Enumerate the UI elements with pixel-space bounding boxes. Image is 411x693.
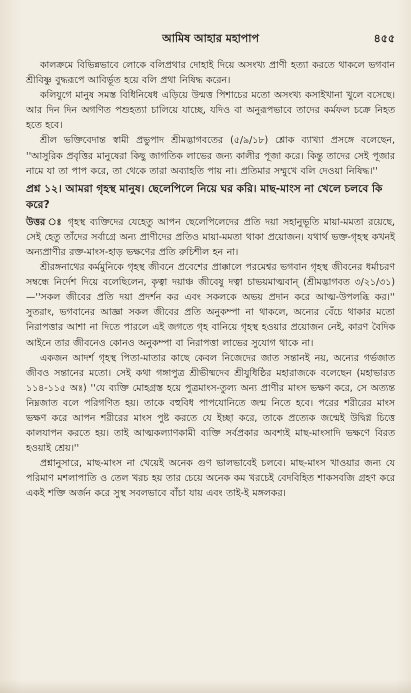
running-title: আমিষ আহার মহাপাপ <box>162 32 259 45</box>
page-header <box>26 30 395 48</box>
question-heading: প্রশ্ন ১২। আমরা গৃহস্থ মানুষ। ছেলেপিলে নিয়ে ঘর করি। মাছ-মাংস না খেলে চলবে কি করে? <box>26 182 383 211</box>
paragraph-3: শ্রীল ভক্তিবেদান্ত স্বামী প্রভুপাদ শ্রীমদ্ভাগবতের (৫/৯/১৮) শ্লোক ব্যাখ্যা প্রসঙ্গে বলেছেন, ''আসুরিক প্রবৃত্তির মানুষেরা কিছু জাগতিক লাভের জন্য কালীর পূজা করে। কিন্তু তাদের সেই পূজার নামে যা তা পাপ করে, তা থেকে তারা অব্যাহতি পায় না। প্রতিমার সম্মুখে বলি দেওয়া নিষিদ্ধ।'' <box>26 135 395 177</box>
page-number: ৪৫৫ <box>373 32 395 45</box>
page-edge-shadow <box>0 679 411 693</box>
answer-label: উত্তর ঃ <box>26 216 64 228</box>
paragraph-6: প্রশ্নানুসারে, মাছ-মাংস না খেয়েই অনেক গুণ ভালভাবেই চলবে। মাছ-মাংস খাওয়ার জন্য যে পরিমাণ মশলাপাতি ও তেল খরচ হয় তার চেয়ে অনেক কম খরচেই বেদবিহিত শাকসবজি গ্রহণ করে একই শক্তি অর্জন করে সুস্থ সবলভাবে বাঁচা যায় এবং তাই-ই মঙ্গলকর। <box>26 458 395 500</box>
paragraph-4: শ্রীরঙ্গনাথের কর্মমুনিকে গৃহস্থ জীবনে প্রবেশের প্রাক্কালে পরমেশ্বর ভগবান গৃহস্থ জীবনের ধর্মাচরণ সম্বন্ধে নির্দেশ দিয়ে বলেছিলেন, কৃত্বা দয়াঞ্চ জীবেষু দত্বা চাভয়মাত্মবান্ (শ্রীমদ্ভাগবত ৩/২১/৩১)—''সকল জীবের প্রতি দয়া প্রদর্শন কর এবং সকলকে অভয় প্রদান করে আত্ম-উপলব্ধি কর।'' সুতরাং, ভগবানের আজ্ঞা সকল জীবের প্রতি অনুকম্পা না থাকলে, অন্যের বেঁচে থাকার মতো নিরাপত্তার আশা না দিতে পারলে এই জগতে গৃহ বানিয়ে গৃহস্থ হওয়ার প্রয়োজন নেই, কারণ বৈদিক আইনে তার জীবনেও কোনও অনুকম্পা বা নিরাপত্তা লাভের সুযোগ থাকে না। <box>26 262 395 349</box>
answer-text: গৃহস্থ ব্যক্তিদের যেহেতু আপন ছেলেপিলেদের প্রতি দয়া সহানুভূতি মায়া-মমতা রয়েছে, সেই হেতু তাঁদের সর্বাগ্রে অন্য প্রাণীদের প্রতিও মায়া-মমতা থাকা প্রয়োজন। যথার্থ ভক্ত-গৃহস্থ কখনই অন্যপ্রাণীর রক্ত-মাংস-হাড় ভক্ষণের প্রতি রুচিশীল হন না। <box>26 216 395 258</box>
paragraph-1: কালক্রমে বিভিন্নভাবে লোকে বলিপ্রথার দোহাই দিয়ে অসংখ্য প্রাণী হত্যা করতে থাকলে ভগবান শ্রীবিষ্ণু বুদ্ধরূপে আবির্ভূত হয়ে বলি প্রথা নিষিদ্ধ করেন। <box>26 60 395 87</box>
paragraph-5: একজন আদর্শ গৃহস্থ পিতা-মাতার কাছে কেবল নিজেদের জাত সন্তানই নয়, অন্যের গর্ভজাত জীবও সন্তানের মতো। সেই কথা গঙ্গাপুত্র শ্রীভীষ্মদেব শ্রীযুধিষ্ঠির মহারাজকে বলেছেন (মহাভারত ১১৪-১১৫ অঃ) ''যে ব্যক্তি মোহগ্রস্ত হয়ে পুত্রমাংস-তুল্য অন্য প্রাণীর মাংস ভক্ষণ করে, সে অত্যন্ত নিম্নজাত বলে পরিগণিত হয়। তাকে বহুবিধ পাপযোনিতে জন্ম নিতে হবে। পরের শরীরের মাংস ভক্ষণ করে আপন শরীরের মাংস পুষ্ট করতে যে ইচ্ছা করে, তাকে প্রত্যেক জন্মেই উদ্বিগ্ন চিত্তে কালযাপন করতে হয়। তাই আত্মকল্যাণকামী ব্যক্তি সর্বপ্রকার অবশ্যই মাছ-মাংসাদি ভক্ষণে বিরত হওয়াই শ্রেয়।'' <box>26 352 395 455</box>
paragraph-2: কলিযুগে মানুষ সমস্ত বিধিনিষেধ এড়িয়ে উন্মত্ত পিশাচের মতো অসংখ্য কসাইখানা খুলে বসেছে। আর দিন দিন অগণিত পশুহত্যা চালিয়ে যাচ্ছে, যদিও বা অনুরূপভাবে তাদের কর্মফল চক্রে নিহত হতে হবে। <box>26 90 395 132</box>
answer-paragraph <box>26 215 395 260</box>
